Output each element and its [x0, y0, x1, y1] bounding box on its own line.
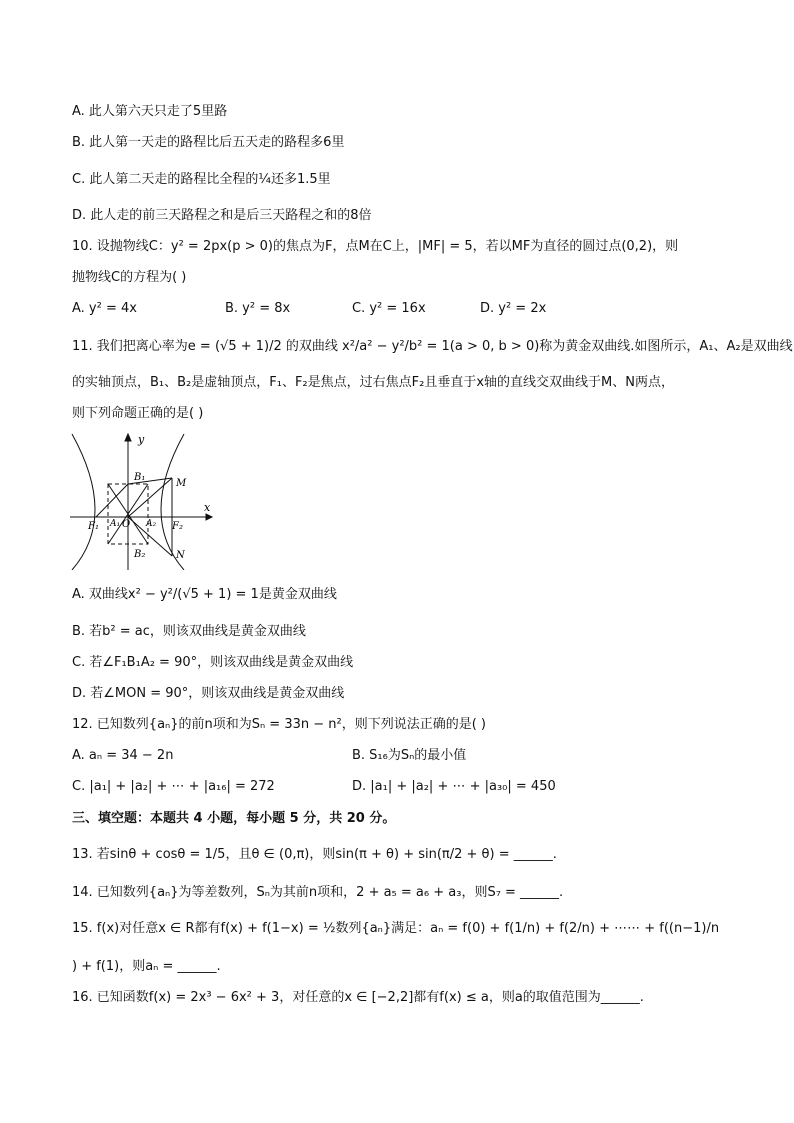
q10-option-c: C. y² = 16x [352, 301, 426, 316]
q11-option-d: D. 若∠MON = 90°，则该双曲线是黄金双曲线 [72, 686, 345, 701]
label-n: N [176, 550, 185, 561]
line-o-m [128, 478, 172, 517]
q9-option-a: A. 此人第六天只走了5里路 [72, 104, 228, 119]
q10-stem-line-1: 10. 设抛物线C：y² = 2px(p > 0)的焦点为F，点M在C上，|MF| = 5，若以MF为直径的圆过点(0,2)，则 [72, 239, 679, 254]
q14: 14. 已知数列{aₙ}为等差数列，Sₙ为其前n项和，2 + a₅ = a₆ + a₃，则S₇ = ______. [72, 885, 564, 900]
q15-line-2: ) + f(1)，则aₙ = ______. [72, 959, 221, 974]
label-y: y [138, 433, 145, 446]
q11-stem-line-3: 则下列命题正确的是( ) [72, 406, 204, 421]
x-axis-arrow [206, 514, 212, 520]
line-f1-b1 [96, 484, 128, 517]
q12-option-c: C. |a₁| + |a₂| + ⋯ + |a₁₆| = 272 [72, 779, 275, 794]
q12-option-b: B. S₁₆为Sₙ的最小值 [352, 748, 467, 763]
q10-stem-line-2: 抛物线C的方程为( ) [72, 270, 187, 285]
section-3-heading: 三、填空题：本题共 4 小题，每小题 5 分，共 20 分。 [72, 811, 396, 826]
label-a1: A₁ [110, 519, 121, 529]
label-f2: F₂ [172, 521, 183, 532]
q16: 16. 已知函数f(x) = 2x³ − 6x² + 3，对任意的x ∈ [−2,2]都有f(x) ≤ a，则a的取值范围为______. [72, 990, 644, 1005]
label-b2: B₂ [134, 549, 146, 560]
q11-stem-line-1: 11. 我们把离心率为e = (√5 + 1)/2 的双曲线 x²/a² − y²/b² = 1(a > 0, b > 0)称为黄金双曲线.如图所示，A₁、A₂是双曲线 [72, 339, 793, 354]
q10-option-a: A. y² = 4x [72, 301, 137, 316]
q10-option-b: B. y² = 8x [225, 301, 291, 316]
label-b1: B₁ [134, 472, 146, 483]
hyperbola-left-branch [72, 434, 95, 570]
label-f1: F₁ [88, 521, 99, 532]
q12-option-a: A. aₙ = 34 − 2n [72, 748, 174, 763]
q11-option-b: B. 若b² = ac，则该双曲线是黄金双曲线 [72, 624, 306, 639]
q15-line-1: 15. f(x)对任意x ∈ R都有f(x) + f(1−x) = ½数列{aₙ}满足：aₙ = f(0) + f(1/n) + f(2/n) + ⋯⋯ + f((n−1)/n [72, 921, 720, 936]
q11-stem-line-2: 的实轴顶点，B₁、B₂是虚轴顶点，F₁、F₂是焦点，过右焦点F₂且垂直于x轴的直线交双曲线于M、N两点， [72, 375, 674, 390]
q10-option-d: D. y² = 2x [480, 301, 547, 316]
label-a2: A₂ [146, 519, 157, 529]
label-x: x [204, 501, 211, 514]
q11-option-a: A. 双曲线x² − y²/(√5 + 1) = 1是黄金双曲线 [72, 587, 337, 602]
label-m: M [176, 478, 187, 489]
q13: 13. 若sinθ + cosθ = 1/5，且θ ∈ (0,π)，则sin(π + θ) + sin(π/2 + θ) = ______. [72, 847, 557, 862]
q9-option-d: D. 此人走的前三天路程之和是后三天路程之和的8倍 [72, 208, 372, 223]
y-axis-arrow [125, 434, 131, 441]
label-o: O [122, 519, 131, 530]
q11-option-c: C. 若∠F₁B₁A₂ = 90°，则该双曲线是黄金双曲线 [72, 655, 354, 670]
q9-option-b: B. 此人第一天走的路程比后五天走的路程多6里 [72, 135, 345, 150]
hyperbola-figure [66, 430, 226, 570]
q9-option-c: C. 此人第二天走的路程比全程的¼还多1.5里 [72, 172, 331, 187]
q12-option-d: D. |a₁| + |a₂| + ⋯ + |a₃₀| = 450 [352, 779, 556, 794]
q12-stem: 12. 已知数列{aₙ}的前n项和为Sₙ = 33n − n²，则下列说法正确的是( ) [72, 717, 486, 732]
